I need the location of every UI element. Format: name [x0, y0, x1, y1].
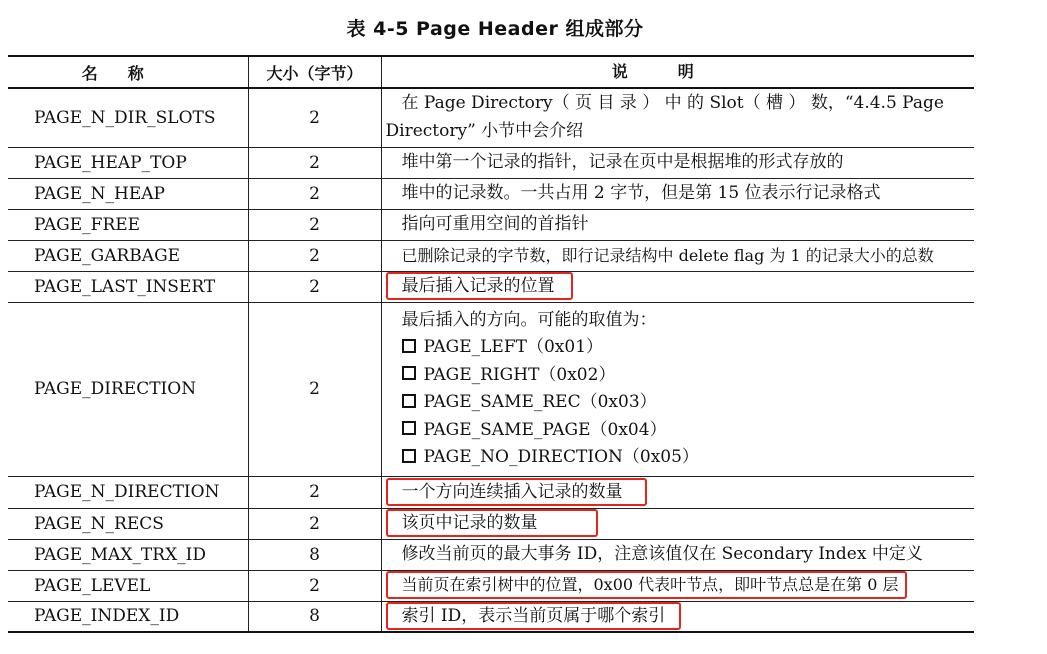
- option-label: PAGE_NO_DIRECTION（0x05）: [423, 447, 699, 467]
- field-size: 2: [248, 88, 381, 147]
- field-description: [381, 88, 974, 147]
- table-row: [8, 271, 974, 302]
- field-name: PAGE_FREE: [8, 209, 248, 240]
- field-size: 2: [248, 178, 381, 209]
- header-size: 大小（字节）: [248, 56, 381, 88]
- field-name: PAGE_LEVEL: [8, 570, 248, 601]
- field-size: 2: [248, 508, 381, 539]
- option-label: PAGE_SAME_REC（0x03）: [423, 392, 657, 412]
- field-size: 2: [248, 240, 381, 271]
- table-row: [8, 539, 974, 570]
- table-row: [8, 570, 974, 601]
- field-name: PAGE_N_RECS: [8, 508, 248, 539]
- highlight-box: 最后插入记录的位置: [386, 272, 573, 300]
- field-description: [381, 570, 974, 601]
- field-name: PAGE_HEAP_TOP: [8, 147, 248, 178]
- highlight-box: 该页中记录的数量: [386, 509, 598, 537]
- option-item: [402, 389, 975, 417]
- field-size: 2: [248, 271, 381, 302]
- table-row: [8, 240, 974, 271]
- checkbox-bullet-icon: [402, 421, 416, 435]
- field-size: 2: [248, 209, 381, 240]
- field-name: PAGE_MAX_TRX_ID: [8, 539, 248, 570]
- table-row: [8, 476, 974, 508]
- field-description: 堆中的记录数。一共占用 2 字节，但是第 15 位表示行记录格式: [381, 178, 974, 209]
- field-size: 2: [248, 570, 381, 601]
- field-name: PAGE_N_HEAP: [8, 178, 248, 209]
- field-description: [381, 508, 974, 539]
- highlight-box: 索引 ID，表示当前页属于哪个索引: [386, 602, 682, 630]
- highlight-box: 当前页在索引树中的位置，0x00 代表叶节点，即叶节点总是在第 0 层: [386, 571, 907, 599]
- description-line: Directory” 小节中会介绍: [385, 120, 584, 141]
- option-item: [402, 417, 975, 445]
- description-line: 在 Page Directory（ 页 目 录 ） 中 的 Slot（ 槽 ） 数，“4.4.5 Page: [401, 93, 944, 114]
- page-header-table: [8, 55, 974, 633]
- field-description: [381, 271, 974, 302]
- field-description: [381, 302, 974, 476]
- table-row: [8, 147, 974, 178]
- field-description: 已删除记录的字节数，即行记录结构中 delete flag 为 1 的记录大小的总数: [381, 240, 974, 271]
- field-name: PAGE_GARBAGE: [8, 240, 248, 271]
- field-name: PAGE_N_DIRECTION: [8, 476, 248, 508]
- field-description: 指向可重用空间的首指针: [381, 209, 974, 240]
- option-label: PAGE_LEFT（0x01）: [423, 337, 604, 357]
- field-name: PAGE_INDEX_ID: [8, 601, 248, 632]
- field-name: PAGE_N_DIR_SLOTS: [8, 88, 248, 147]
- option-item: [402, 334, 975, 362]
- option-item: [402, 362, 975, 390]
- header-name: 名称: [8, 56, 248, 88]
- field-description: 修改当前页的最大事务 ID，注意该值仅在 Secondary Index 中定义: [381, 539, 974, 570]
- table-header-row: [8, 56, 974, 88]
- option-label: PAGE_SAME_PAGE（0x04）: [423, 419, 667, 440]
- field-description: [381, 476, 974, 508]
- table-title: 表 4-5 Page Header 组成部分: [346, 18, 644, 40]
- table-row: [8, 601, 974, 632]
- table-row: [8, 209, 974, 240]
- table-row: [8, 508, 974, 539]
- field-name: PAGE_DIRECTION: [8, 302, 248, 476]
- field-size: 2: [248, 302, 381, 476]
- field-size: 8: [248, 539, 381, 570]
- highlight-box: 一个方向连续插入记录的数量: [386, 478, 647, 506]
- checkbox-bullet-icon: [402, 449, 416, 463]
- option-label: PAGE_RIGHT（0x02）: [423, 364, 616, 385]
- field-size: 2: [248, 147, 381, 178]
- field-description: [381, 601, 974, 632]
- field-size: 2: [248, 476, 381, 508]
- checkbox-bullet-icon: [402, 366, 416, 380]
- table-row: [8, 88, 974, 147]
- table-row: [8, 302, 974, 476]
- checkbox-bullet-icon: [402, 394, 416, 408]
- field-size: 8: [248, 601, 381, 632]
- field-name: PAGE_LAST_INSERT: [8, 271, 248, 302]
- header-description: 说明: [381, 56, 974, 88]
- description-line: 最后插入的方向。可能的取值为：: [401, 309, 657, 330]
- table-row: [8, 178, 974, 209]
- option-item: [402, 444, 975, 472]
- checkbox-bullet-icon: [402, 339, 416, 353]
- field-description: 堆中第一个记录的指针，记录在页中是根据堆的形式存放的: [381, 147, 974, 178]
